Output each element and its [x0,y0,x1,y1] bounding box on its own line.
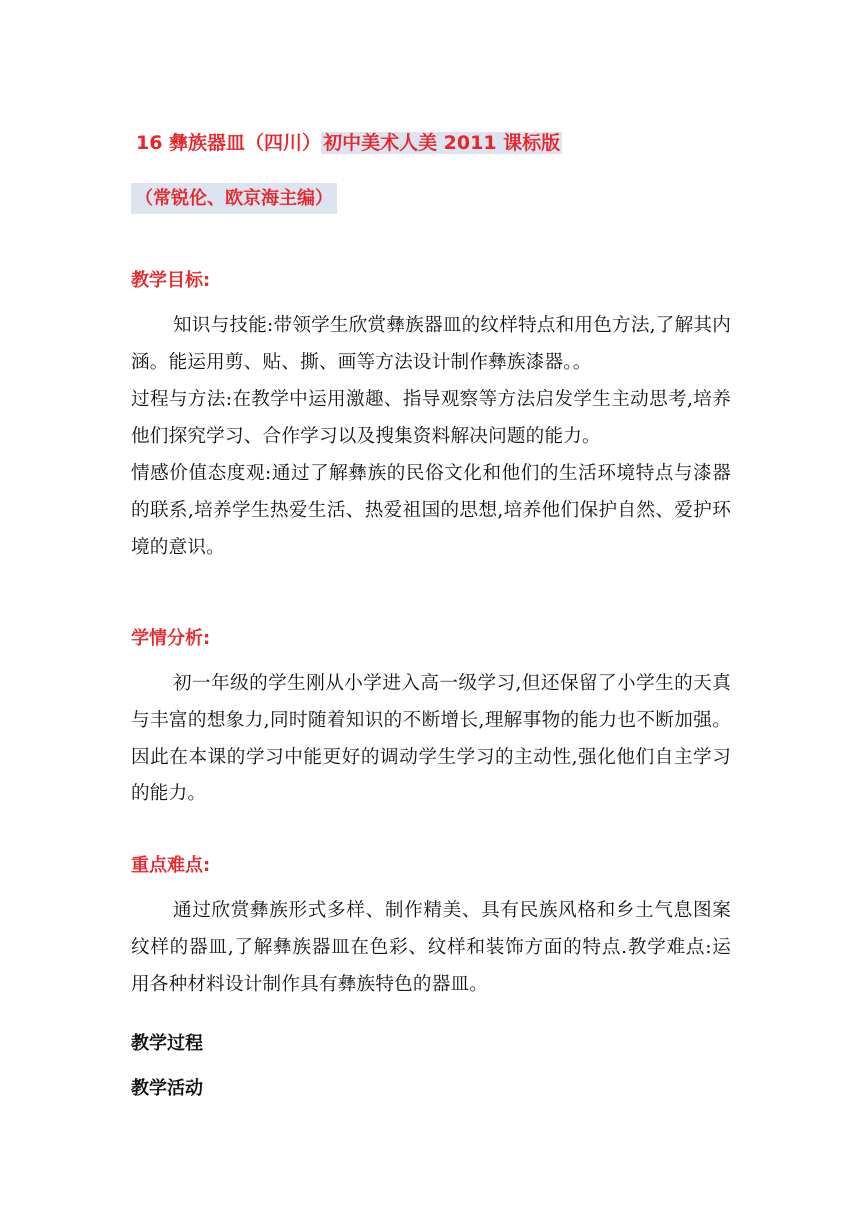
heading-teaching-process: 教学过程 [131,1033,203,1054]
title-highlighted: 初中美术人美 2011 课标版 [323,132,561,154]
title-prefix: 16 彝族器皿（四川） [136,132,322,154]
document-title [136,127,562,159]
heading-teaching-activity: 教学活动 [131,1078,203,1099]
heading-student-analysis: 学情分析: [131,628,211,649]
paragraph-emotion-values: 情感价值态度观:通过了解彝族的民俗文化和他们的生活环境特点与漆器的联系,培养学生热爱生活、热爱祖国的思想,培养他们保护自然、爱护环境的意识。 [131,463,731,558]
paragraph-knowledge-skills: 知识与技能:带领学生欣赏彝族器皿的纹样特点和用色方法,了解其内涵。能运用剪、贴、撕、画等方法设计制作彝族漆器。。 [131,315,731,373]
paragraph-key-points: 通过欣赏彝族形式多样、制作精美、具有民族风格和乡土气息图案纹样的器皿,了解彝族器皿在色彩、纹样和装饰方面的特点.教学难点:运用各种材料设计制作具有彝族特色的器皿。 [131,900,731,995]
paragraph-student-analysis: 初一年级的学生刚从小学进入高一级学习,但还保留了小学生的天真与丰富的想象力,同时随着知识的不断增长,理解事物的能力也不断加强。因此在本课的学习中能更好的调动学生学习的主动性,强化他们自主学习的能力。 [131,673,731,805]
paragraph-process-methods: 过程与方法:在教学中运用激趣、指导观察等方法启发学生主动思考,培养他们探究学习、合作学习以及搜集资料解决问题的能力。 [131,389,731,447]
heading-teaching-goals: 教学目标: [131,270,211,291]
document-subtitle: （常锐伦、欧京海主编） [131,183,337,214]
heading-key-points: 重点难点: [131,855,211,876]
